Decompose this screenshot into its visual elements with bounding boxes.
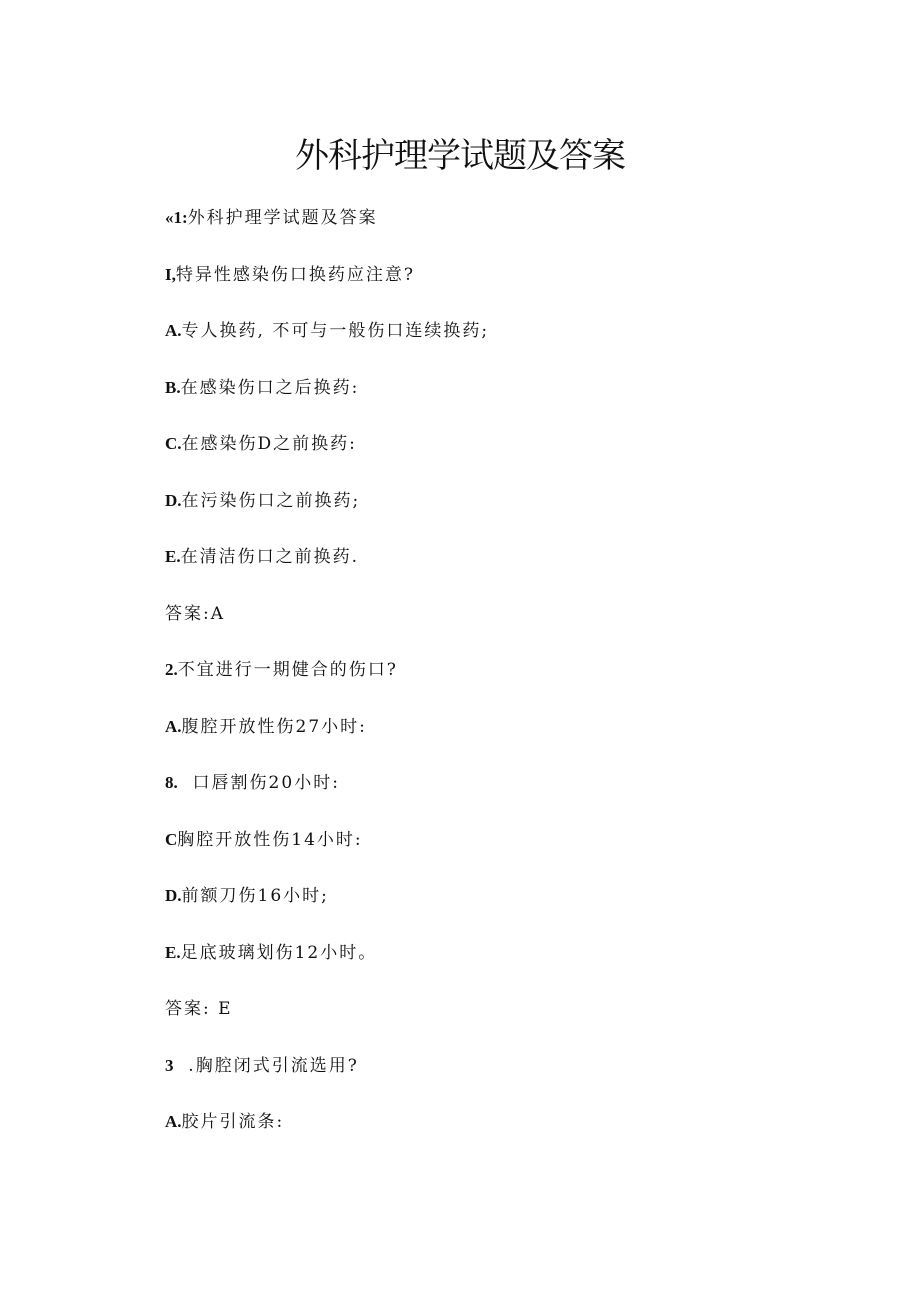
line-text: 答案: E	[165, 999, 233, 1019]
line-text: 胶片引流条:	[181, 1112, 285, 1132]
line-text: 专人换药, 不可与一般伤口连续换药;	[181, 321, 490, 341]
question-list	[165, 203, 805, 1164]
option-line	[165, 316, 805, 373]
line-text: 在清洁伤口之前换药.	[180, 547, 359, 567]
line-prefix: I,	[165, 264, 176, 284]
line-prefix: «1:	[165, 208, 188, 227]
line-text: 外科护理学试题及答案	[187, 208, 378, 228]
option-line	[165, 881, 805, 938]
line-prefix: E.	[165, 547, 181, 566]
line-prefix: E.	[165, 942, 181, 962]
option-line	[165, 429, 805, 486]
line-text: 胸腔开放性伤14小时:	[177, 829, 363, 850]
option-line	[165, 825, 805, 882]
line-text: 口唇割伤20小时:	[177, 773, 340, 793]
line-prefix: 8.	[165, 773, 178, 792]
line-prefix: C	[165, 829, 178, 849]
line-text: 不宜进行一期健合的伤口?	[177, 660, 398, 680]
line-prefix: A.	[165, 716, 182, 736]
option-line	[165, 938, 805, 995]
text-line	[165, 203, 805, 260]
line-prefix: D.	[165, 490, 182, 510]
line-prefix: A.	[165, 1112, 182, 1131]
line-text: 在感染伤口之后换药:	[180, 377, 360, 398]
document-title: 外科护理学试题及答案	[295, 136, 625, 176]
option-line	[165, 373, 805, 430]
answer-line	[165, 994, 805, 1051]
line-text: 腹腔开放性伤27小时:	[181, 716, 367, 737]
line-prefix: 2.	[165, 660, 178, 679]
question-line	[165, 655, 805, 712]
line-text: 答案:A	[165, 603, 226, 624]
line-prefix: C.	[165, 434, 182, 453]
question-line	[165, 260, 805, 317]
option-line	[165, 712, 805, 769]
line-text: 足底玻璃划伤12小时。	[180, 942, 378, 963]
option-line	[165, 768, 805, 825]
line-text: .胸腔闭式引流选用?	[173, 1055, 359, 1076]
line-prefix: 3	[165, 1055, 174, 1075]
line-prefix: B.	[165, 377, 181, 397]
line-text: 在污染伤口之前换药;	[181, 490, 361, 511]
question-line	[165, 1051, 805, 1108]
line-text: 前额刀伤16小时;	[181, 886, 329, 906]
line-text: 在感染伤D之前换药:	[181, 434, 357, 454]
option-line	[165, 486, 805, 543]
line-text: 特异性感染伤口换药应注意?	[175, 264, 415, 285]
option-line	[165, 542, 805, 599]
line-prefix: D.	[165, 886, 182, 905]
option-line	[165, 1107, 805, 1164]
line-prefix: A.	[165, 321, 182, 340]
answer-line	[165, 599, 805, 656]
